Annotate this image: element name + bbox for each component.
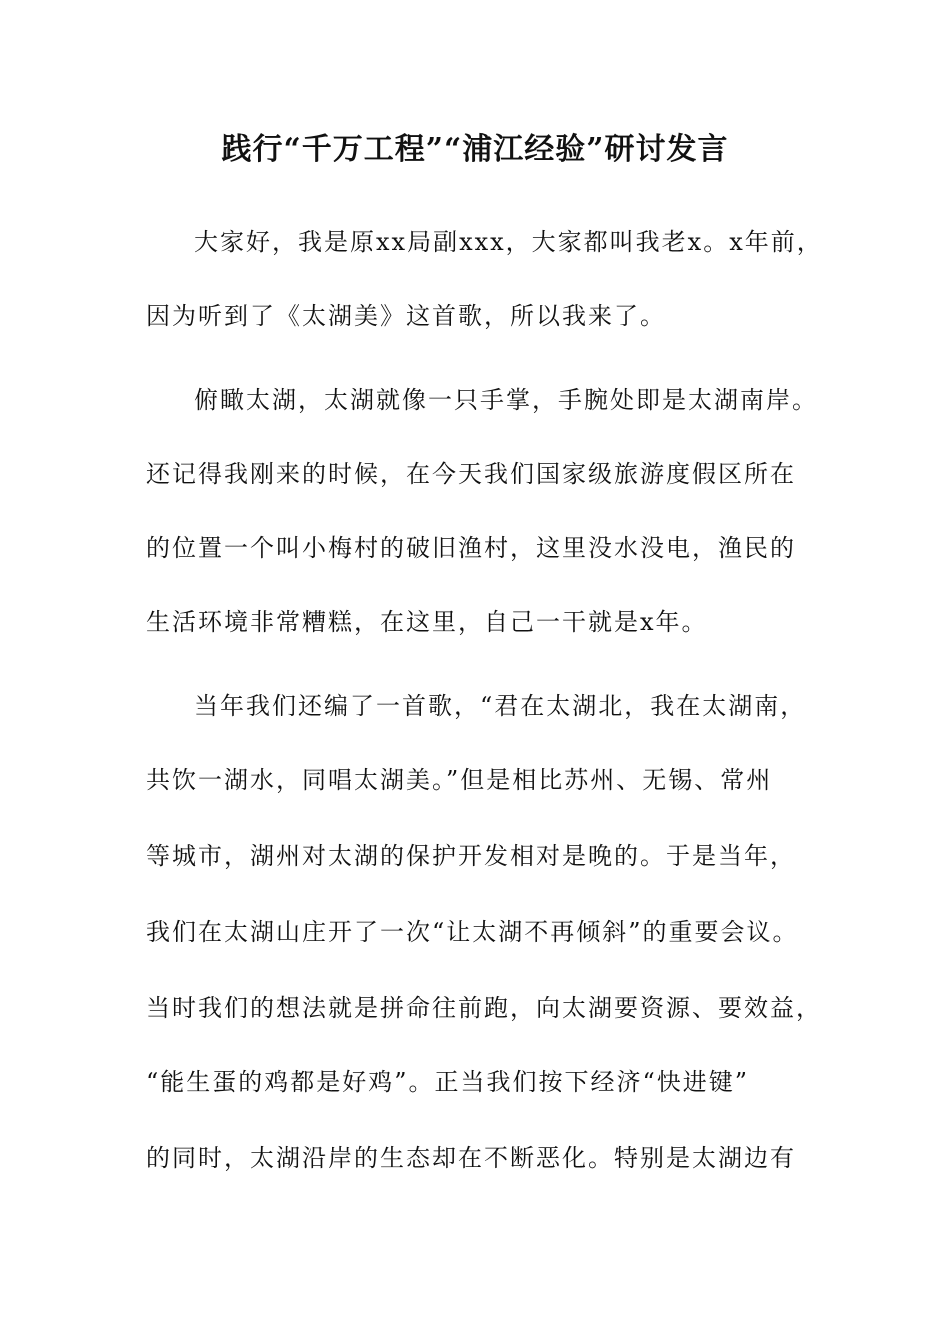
paragraph-3-line-3: 等城市，湖州对太湖的保护开发相对是晚的。于是当年， [146, 842, 796, 870]
paragraph-3-line-4: 我们在太湖山庄开了一次“让太湖不再倾斜”的重要会议。 [146, 918, 799, 946]
document-title: 践行“千万工程”“浦江经验”研讨发言 [221, 132, 729, 167]
paragraph-3-line-6: “能生蛋的鸡都是好鸡”。正当我们按下经济“快进键” [146, 1068, 750, 1096]
paragraph-1-line-2: 因为听到了《太湖美》这首歌，所以我来了。 [146, 302, 666, 330]
paragraph-3-line-7: 的同时，太湖沿岸的生态却在不断恶化。特别是太湖边有 [146, 1144, 796, 1172]
paragraph-2-line-2: 还记得我刚来的时候，在今天我们国家级旅游度假区所在 [146, 460, 796, 488]
paragraph-2-line-1: 俯瞰太湖，太湖就像一只手掌，手腕处即是太湖南岸。 [194, 386, 818, 414]
paragraph-3-line-2: 共饮一湖水，同唱太湖美。”但是相比苏州、无锡、常州 [146, 766, 773, 794]
paragraph-2-line-3: 的位置一个叫小梅村的破旧渔村，这里没水没电，渔民的 [146, 534, 796, 562]
paragraph-2-line-4: 生活环境非常糟糕，在这里，自己一干就是x年。 [146, 608, 708, 636]
paragraph-3-line-5: 当时我们的想法就是拼命往前跑，向太湖要资源、要效益， [146, 994, 822, 1022]
paragraph-1-line-1: 大家好，我是原xx局副xxx，大家都叫我老x。x年前， [194, 228, 823, 256]
paragraph-3-line-1: 当年我们还编了一首歌，“君在太湖北，我在太湖南， [194, 692, 807, 720]
